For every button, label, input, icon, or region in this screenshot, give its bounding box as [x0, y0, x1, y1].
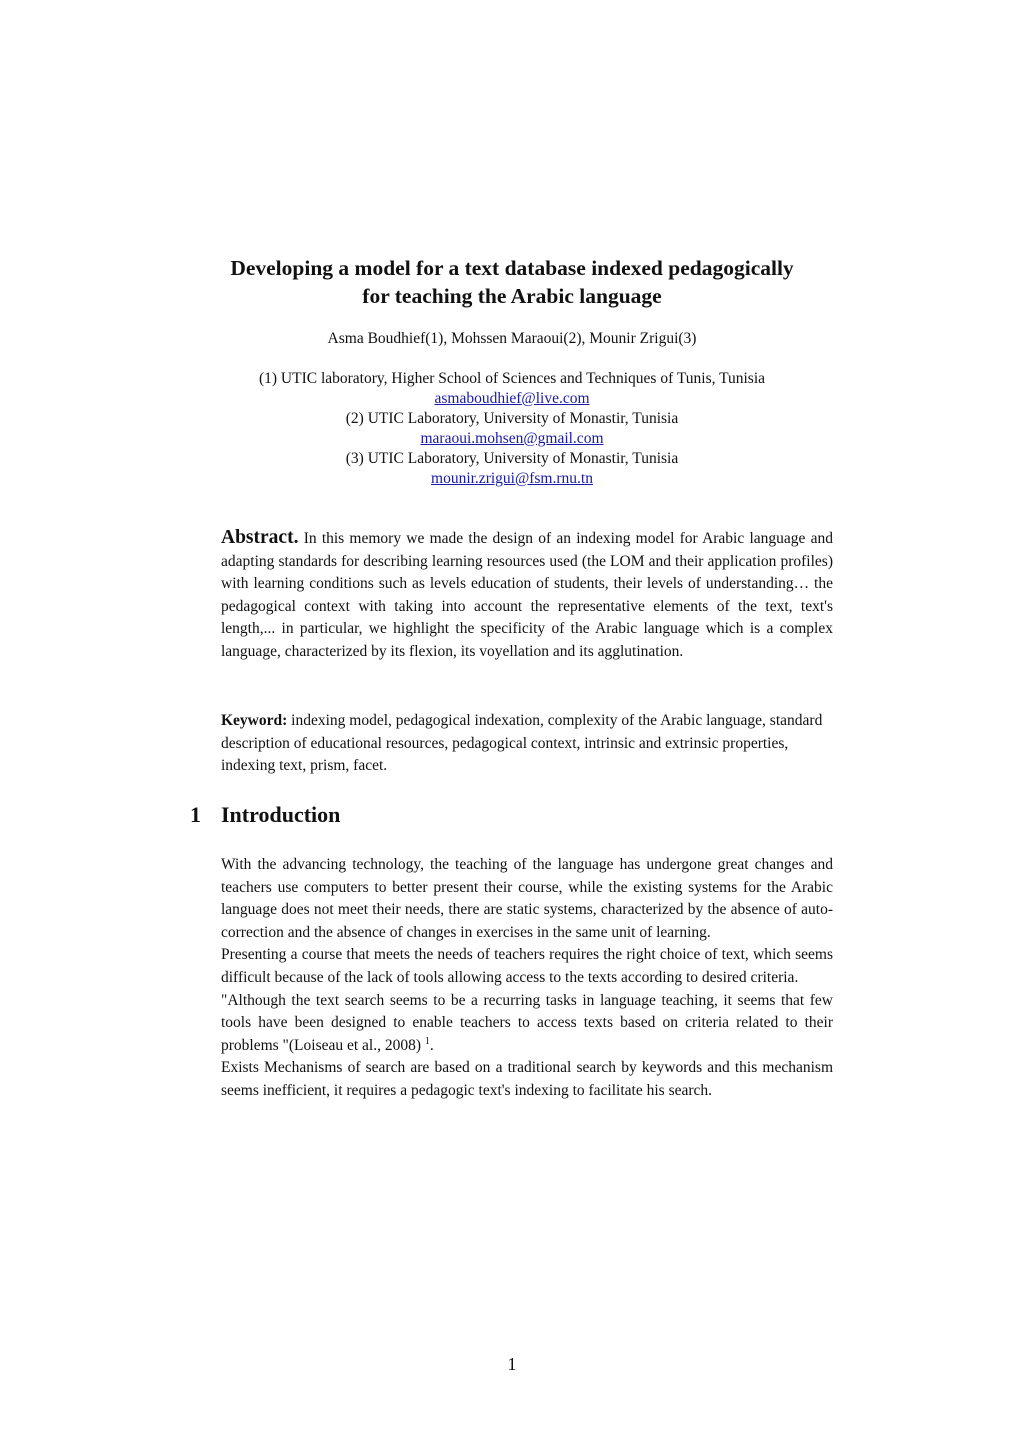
- author-list: Asma Boudhief(1), Mohssen Maraoui(2), Mounir Zrigui(3): [327, 330, 697, 347]
- keywords: [221, 710, 833, 778]
- page-number: 1: [507, 1354, 517, 1374]
- email-link-2[interactable]: maraoui.mohsen@gmail.com: [420, 430, 604, 447]
- title-line-2: for teaching the Arabic language: [362, 284, 662, 308]
- affiliation-3: (3) UTIC Laboratory, University of Monastir, Tunisia: [345, 450, 679, 467]
- affiliation-2: (2) UTIC Laboratory, University of Monastir, Tunisia: [345, 410, 679, 427]
- email-link-3[interactable]: mounir.zrigui@fsm.rnu.tn: [431, 470, 593, 487]
- section-number: 1: [190, 802, 201, 827]
- title-line-1: Developing a model for a text database indexed pedagogically: [230, 256, 794, 280]
- paper-title: [150, 254, 874, 310]
- abstract-text: In this memory we made the design of an indexing model for Arabic language and adapting standards for describing learning resources used (the LOM and their application profiles) with learning conditions such as levels education of students, their levels of understanding… the pedagogical context with taking into account the representative elements of the text, text's length,... in particular, we highlight the specificity of the Arabic language which is a complex language, characterized by its flexion, its voyellation and its agglutination.: [221, 530, 834, 660]
- intro-paragraph-final: Exists Mechanisms of search are based on a traditional search by keywords and this mechanism seems inefficient, it requires a pedagogic text's indexing to facilitate his search.: [221, 1059, 833, 1099]
- affiliation-1: (1) UTIC laboratory, Higher School of Sciences and Techniques of Tunis, Tunisia: [258, 370, 766, 387]
- section-heading-introduction: [190, 801, 340, 829]
- intro-paragraph-2: Presenting a course that meets the needs of teachers requires the right choice of text, which seems difficult because of the lack of tools allowing access to the texts according to desired criteria.: [221, 946, 833, 986]
- footnote-marker[interactable]: 1: [424, 1035, 430, 1047]
- abstract: [221, 527, 833, 664]
- keyword-text: indexing model, pedagogical indexation, complexity of the Arabic language, standard description of educational resources, pedagogical context, intrinsic and extrinsic properties, indexing text, prism, facet.: [221, 712, 823, 775]
- intro-paragraph-1: With the advancing technology, the teaching of the language has undergone great changes and teachers use computers to better present their course, while the existing systems for the Arabic language does not meet their needs, there are static systems, characterized by the absence of auto-correction and the absence of changes in exercises in the same unit of learning.: [221, 856, 833, 941]
- quote-text: "Although the text search seems to be a recurring tasks in language teaching, it seems that few tools have been designed to enable teachers to access texts based on criteria related to their problems "(Loiseau et al., 2008): [221, 991, 833, 1054]
- affiliations: [150, 369, 874, 489]
- introduction-body: [221, 854, 833, 1103]
- section-title: Introduction: [221, 802, 341, 827]
- keyword-label: Keyword:: [221, 712, 288, 729]
- intro-quote-paragraph: [221, 990, 833, 1058]
- abstract-label: Abstract.: [221, 527, 299, 548]
- quote-end: .: [429, 1036, 434, 1054]
- email-link-1[interactable]: asmaboudhief@live.com: [434, 390, 590, 407]
